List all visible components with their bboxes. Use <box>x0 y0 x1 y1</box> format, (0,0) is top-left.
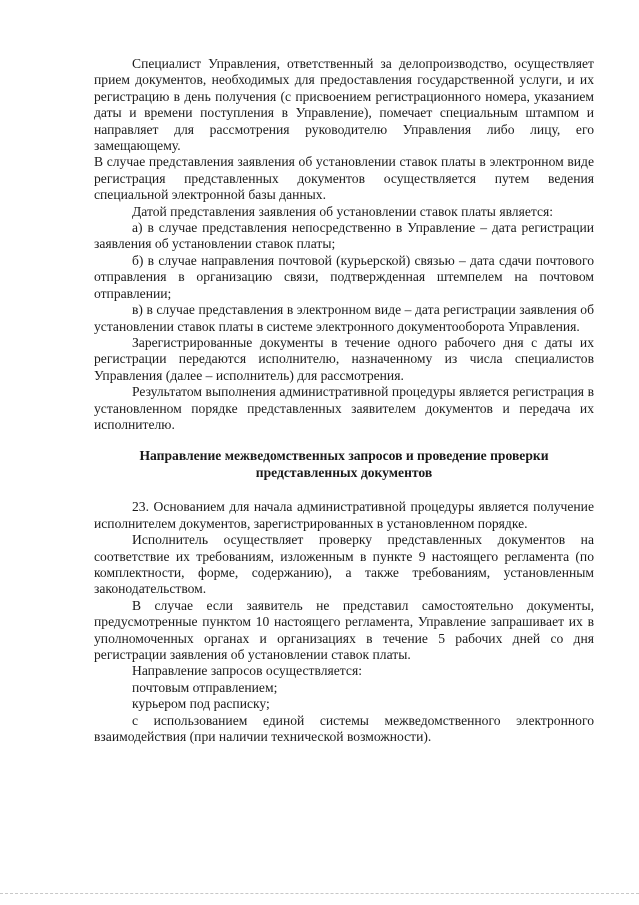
paragraph: Направление запросов осуществляется: <box>132 663 362 679</box>
paragraph: с использованием единой системы межведомственного электронного взаимодействия (при наличии технической возможности). <box>94 712 594 745</box>
paragraph: Исполнитель осуществляет проверку представленных документов на соответствие их требованиям, изложенным в пункте 9 настоящего регламента (по комплектности, форме, содержанию), а также требованиям, установленным законодательством. <box>94 532 594 597</box>
paragraph: курьером под расписку; <box>132 696 270 712</box>
paragraph: Результатом выполнения административной процедуры является регистрация в установленном порядке представленных заявителем документов и передача их исполнителю. <box>94 384 594 432</box>
paragraph: в) в случае представления в электронном виде – дата регистрации заявления об установлении ставок платы в системе электронного документооборота Управления. <box>94 302 594 334</box>
paragraph: б) в случае направления почтовой (курьерской) связью – дата сдачи почтового отправления в организацию связи, подтвержденная штемпелем на почтовом отправлении; <box>94 252 594 301</box>
paragraph: В случае представления заявления об установлении ставок платы в электронном виде регистрация представленных документов осуществляется путем ведения специальной электронной базы данных. <box>94 154 594 203</box>
paragraph: В случае если заявитель не представил самостоятельно документы, предусмотренные пунктом 10 настоящего регламента, Управление запрашивает их в уполномоченных органах и организациях в течение 5 рабочих дней со дня регистрации заявления об установлении ставок платы. <box>94 597 594 662</box>
paragraph: Зарегистрированные документы в течение одного рабочего дня с даты их регистрации передаются исполнителю, назначенному из числа специалистов Управления (далее – исполнитель) для рассмотрения. <box>94 334 594 383</box>
paragraph: а) в случае представления непосредственно в Управление – дата регистрации заявления об установлении ставок платы; <box>94 220 594 252</box>
document-body <box>94 56 594 745</box>
section-heading-line: представленных документов <box>255 465 433 481</box>
paragraph: почтовым отправлением; <box>132 679 278 695</box>
section-heading <box>94 447 594 481</box>
section-heading-line: Направление межведомственных запросов и проведение проверки <box>139 448 549 464</box>
paragraph: Специалист Управления, ответственный за делопроизводство, осуществляет прием документов, необходимых для предоставления государственной услуги, и их регистрацию в день получения (с присвоением регистрационного номера, указанием даты и времени поступления в Управление), помечает специальным штампом и направляет для рассмотрения руководителю Управления либо лицу, его замещающему. <box>94 56 594 154</box>
paragraph: Датой представления заявления об установлении ставок платы является: <box>132 203 554 219</box>
page-bottom-divider <box>0 893 639 894</box>
paragraph: 23. Основанием для начала административной процедуры является получение исполнителем документов, зарегистрированных в установленном порядке. <box>94 499 594 531</box>
